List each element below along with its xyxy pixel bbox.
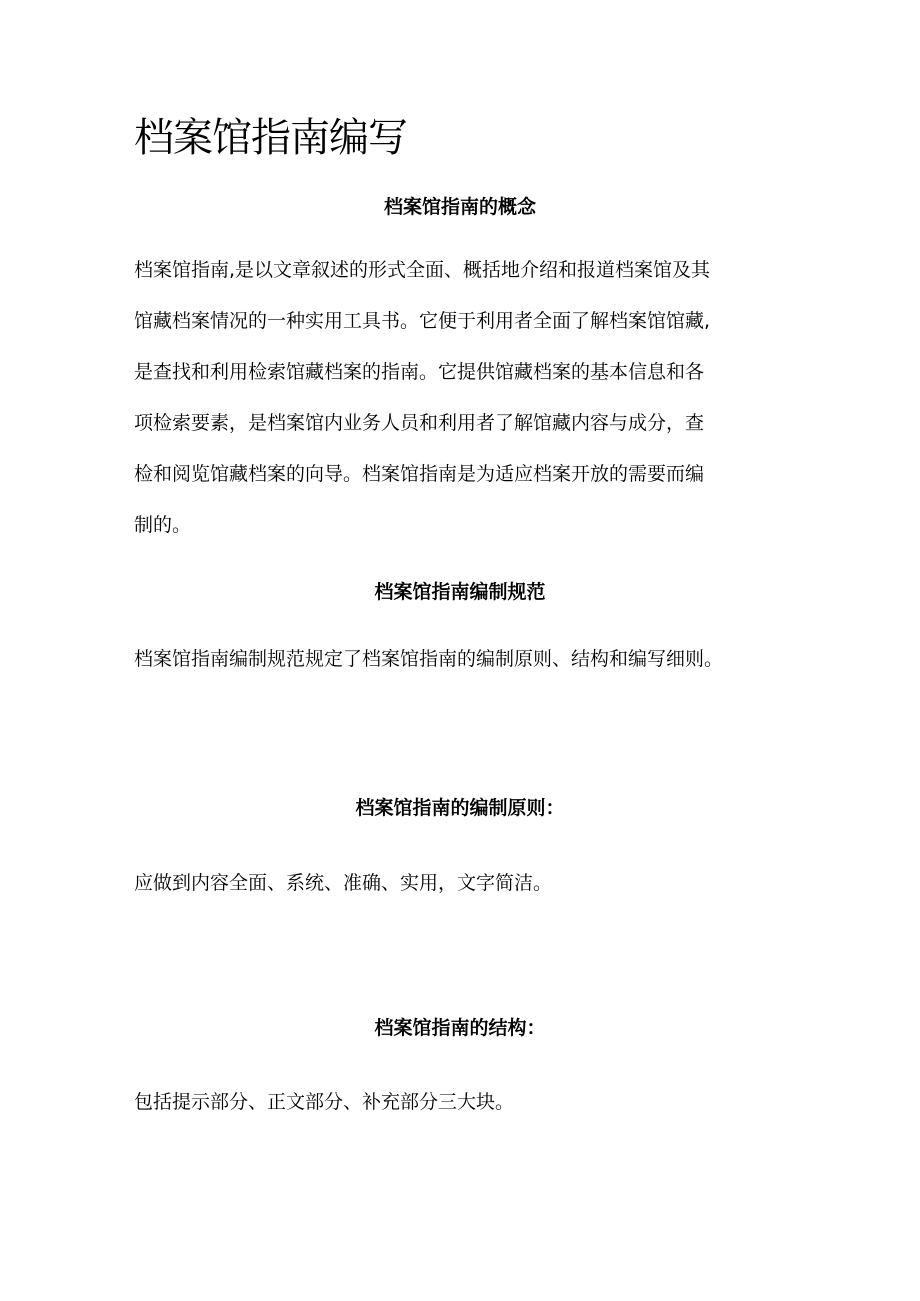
section-heading-principles: 档案馆指南的编制原则： xyxy=(355,797,565,819)
section-heading-standard: 档案馆指南编制规范 xyxy=(374,581,546,603)
paragraph-line: 档案馆指南,是以文章叙述的形式全面、概括地介绍和报道档案馆及其 xyxy=(134,259,711,281)
concept-paragraph xyxy=(134,245,804,551)
structure-paragraph: 包括提示部分、正文部分、补充部分三大块。 xyxy=(134,1091,515,1113)
section-heading-concept: 档案馆指南的概念 xyxy=(383,196,536,218)
section-heading-structure: 档案馆指南的结构： xyxy=(374,1017,546,1039)
paragraph-line: 制的。 xyxy=(134,514,192,536)
paragraph-line: 项检索要素，是档案馆内业务人员和利用者了解馆藏内容与成分，查 xyxy=(134,412,705,434)
principles-paragraph: 应做到内容全面、系统、准确、实用，文字简洁。 xyxy=(134,872,553,894)
paragraph-line: 馆藏档案情况的一种实用工具书。它便于利用者全面了解档案馆馆藏, xyxy=(134,310,711,332)
paragraph-line: 检和阅览馆藏档案的向导。档案馆指南是为适应档案开放的需要而编 xyxy=(134,463,705,485)
paragraph-line: 是查找和利用检索馆藏档案的指南。它提供馆藏档案的基本信息和各 xyxy=(134,361,705,383)
document-title: 档案馆指南编写 xyxy=(134,115,407,161)
standard-paragraph: 档案馆指南编制规范规定了档案馆指南的编制原则、结构和编写细则。 xyxy=(134,648,724,670)
